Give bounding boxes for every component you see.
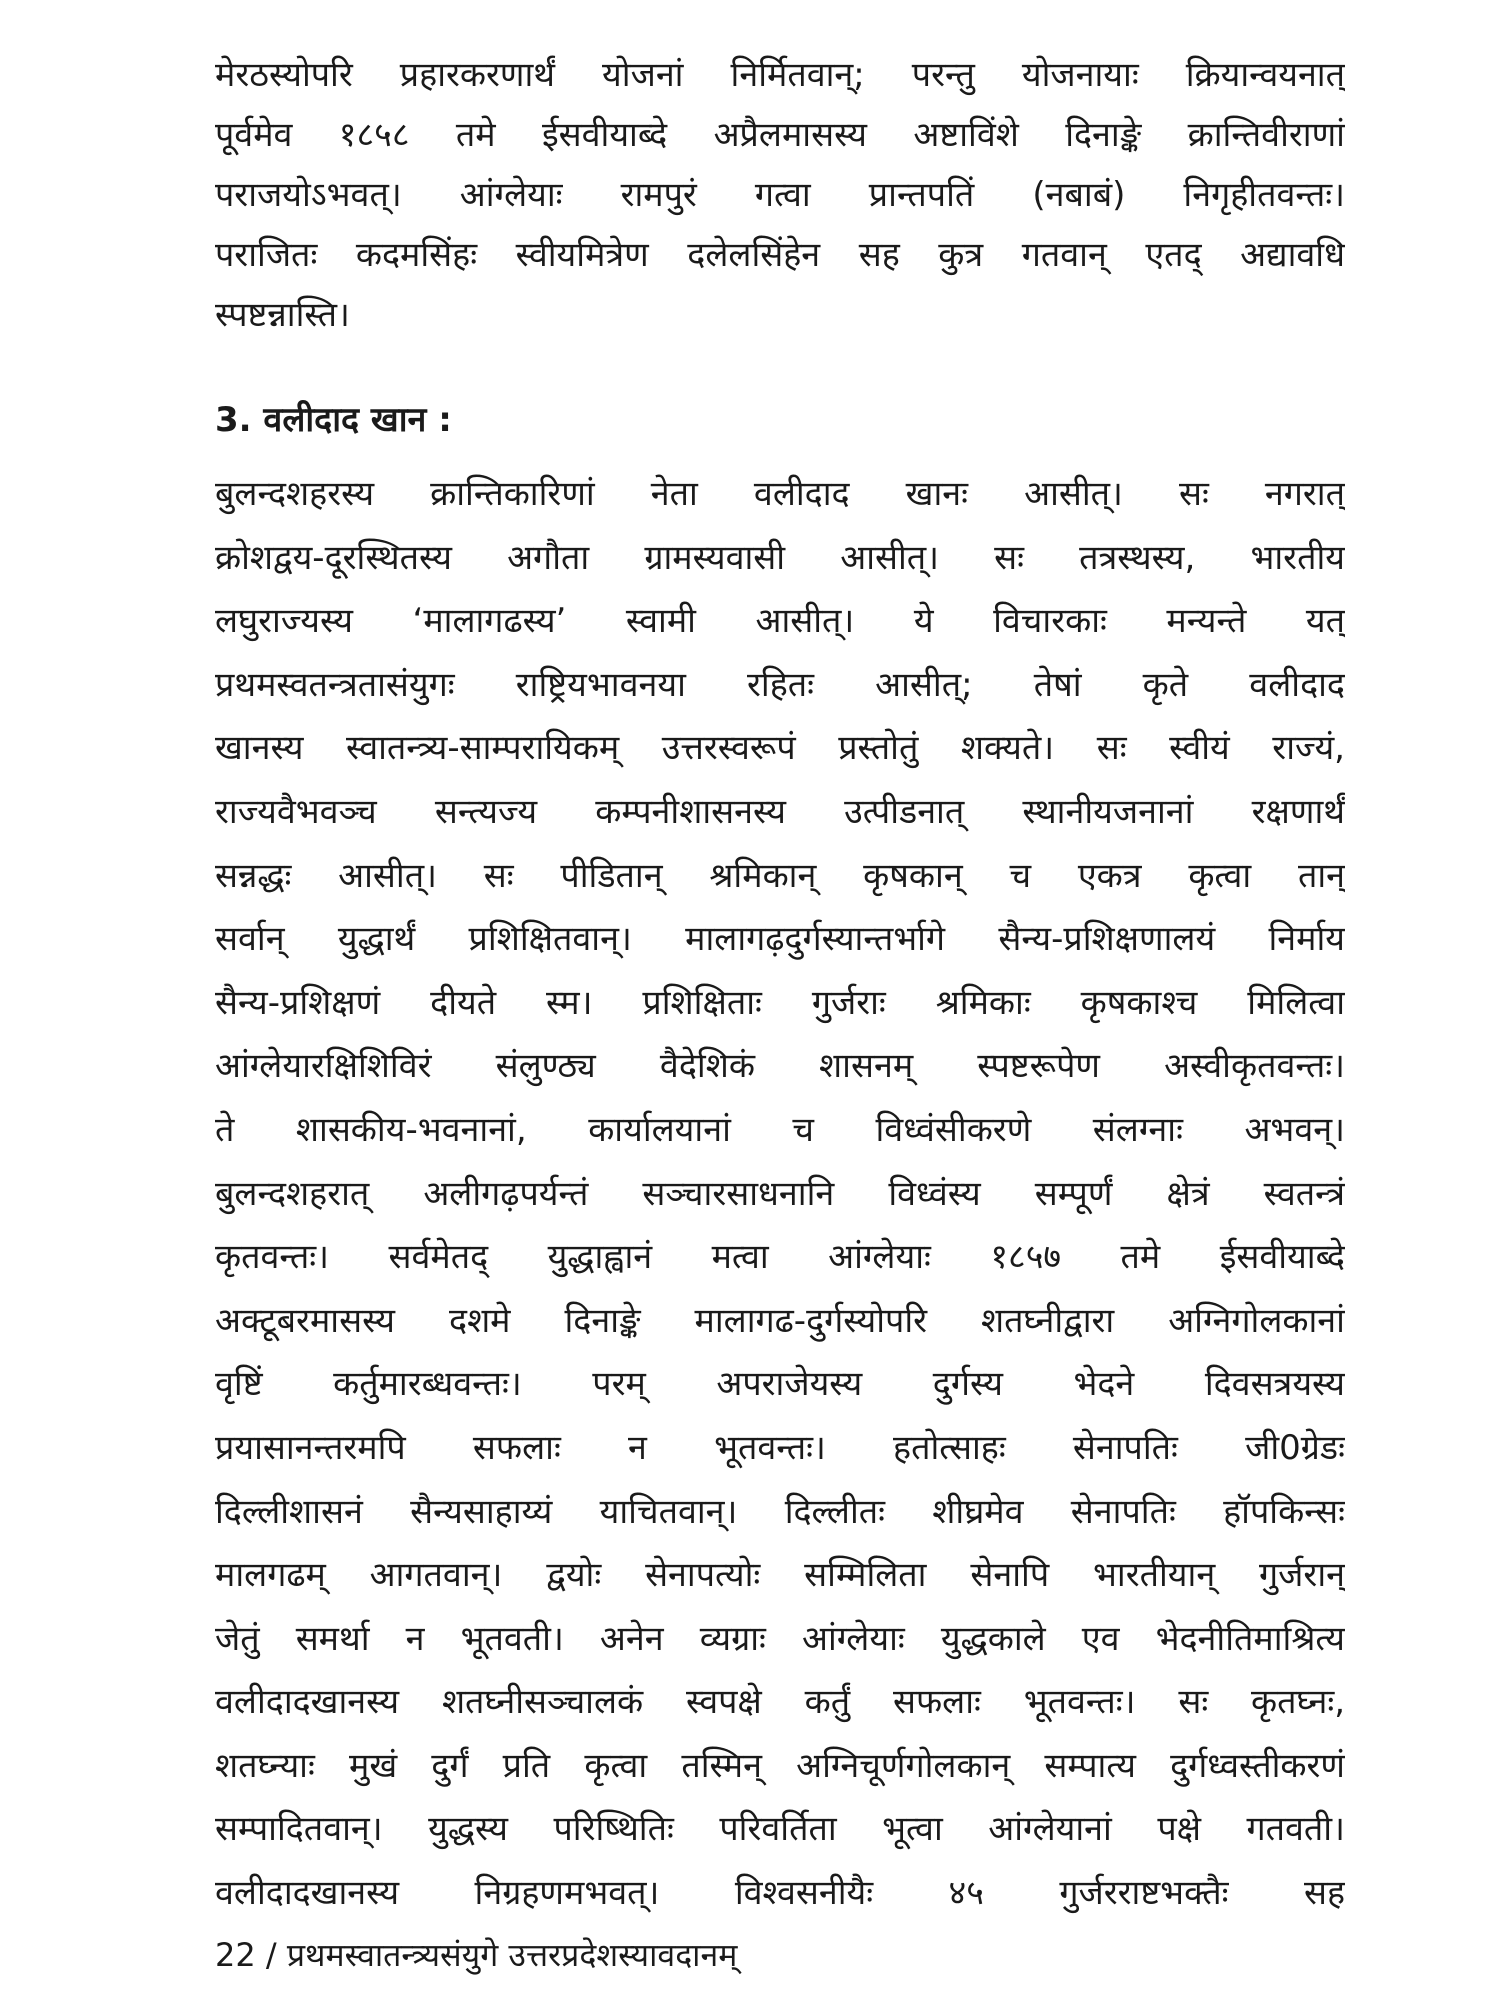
- text-line: खानस्य स्वातन्त्र्य-साम्परायिकम् उत्तरस्वरूपं प्रस्तोतुं शक्यते। सः स्वीयं राज्यं,: [215, 728, 1345, 769]
- text-line: पराजयोऽभवत्। आंग्लेयाः रामपुरं गत्वा प्रान्तपतिं (नबाबं) निगृहीतवन्तः।: [215, 175, 1345, 215]
- text-line: सन्नद्धः आसीत्। सः पीडितान् श्रमिकान् कृषकान् च एकत्र कृत्वा तान्: [215, 855, 1345, 896]
- text-line: वलीदादखानस्य निग्रहणमभवत्। विश्वसनीयैः ४५ गुर्जरराष्टभक्तैः सह: [215, 1873, 1345, 1914]
- text-line: राज्यवैभवञ्च सन्त्यज्य कम्पनीशासनस्य उत्पीडनात् स्थानीयजनानां रक्षणार्थं: [215, 791, 1345, 832]
- paragraph-walidad-khan: [215, 463, 1345, 1926]
- paragraph-continued: [215, 45, 1345, 345]
- text-line: वृष्टिं कर्तुमारब्धवन्तः। परम् अपराजेयस्य दुर्गस्य भेदने दिवसत्रयस्य: [215, 1364, 1345, 1405]
- text-line: सर्वान् युद्धार्थं प्रशिक्षितवान्। मालागढ़दुर्गस्यान्तर्भागे सैन्य-प्रशिक्षणालयं निर्माय: [215, 919, 1345, 960]
- text-line: पराजितः कदमसिंहः स्वीयमित्रेण दलेलसिंहेन सह कुत्र गतवान् एतद् अद्यावधि: [215, 235, 1345, 275]
- text-line: सैन्य-प्रशिक्षणं दीयते स्म। प्रशिक्षिताः गुर्जराः श्रमिकाः कृषकाश्च मिलित्वा: [215, 982, 1345, 1023]
- text-line: जेतुं समर्था न भूतवती। अनेन व्यग्राः आंग्लेयाः युद्धकाले एव भेदनीतिमाश्रित्य: [215, 1618, 1345, 1659]
- text-line: बुलन्दशहरस्य क्रान्तिकारिणां नेता वलीदाद खानः आसीत्। सः नगरात्: [215, 474, 1345, 514]
- text-line: अक्टूबरमासस्य दशमे दिनाङ्के मालागढ-दुर्गस्योपरि शतघ्नीद्वारा अग्निगोलकानां: [215, 1300, 1345, 1341]
- text-line: लघुराज्यस्य ‘मालागढस्य’ स्वामी आसीत्। ये विचारकाः मन्यन्ते यत्: [215, 601, 1345, 642]
- text-line: ते शासकीय-भवनानां, कार्यालयानां च विध्वंसीकरणे संलग्नाः अभवन्।: [215, 1109, 1345, 1150]
- text-line: प्रयासानन्तरमपि सफलाः न भूतवन्तः। हतोत्साहः सेनापतिः जी0ग्रेडः: [215, 1427, 1345, 1468]
- text-line: शतघ्न्याः मुखं दुर्गं प्रति कृत्वा तस्मिन् अग्निचूर्णगोलकान् सम्पात्य दुर्गध्वस्तीकरणं: [215, 1745, 1345, 1786]
- text-line: स्पष्टन्नास्ति।: [215, 295, 350, 335]
- text-line: कृतवन्तः। सर्वमेतद् युद्धाह्वानं मत्वा आंग्लेयाः १८५७ तमे ईसवीयाब्दे: [215, 1237, 1345, 1278]
- page-footer: 22 / प्रथमस्वातन्त्र्यसंयुगे उत्तरप्रदेशस्यावदानम्: [215, 1936, 738, 1974]
- text-line: आंग्लेयारक्षिशिविरं संलुण्ठ्य वैदेशिकं शासनम् स्पष्टरूपेण अस्वीकृतवन्तः।: [215, 1046, 1345, 1087]
- text-line: सम्पादितवान्। युद्धस्य परिष्थितिः परिवर्तिता भूत्वा आंग्लेयानां पक्षे गतवती।: [215, 1809, 1345, 1850]
- text-line: क्रोशद्वय-दूरस्थितस्य अगौता ग्रामस्यवासी आसीत्। सः तत्रस्थस्य, भारतीय: [215, 537, 1345, 578]
- text-line: प्रथमस्वतन्त्रतासंयुगः राष्ट्रियभावनया रहितः आसीत्; तेषां कृते वलीदाद: [215, 664, 1345, 705]
- section-heading: 3. वलीदाद खान :: [215, 400, 452, 440]
- text-line: मेरठस्योपरि प्रहारकरणार्थं योजनां निर्मितवान्; परन्तु योजनायाः क्रियान्वयनात्: [215, 55, 1345, 95]
- text-line: मालगढम् आगतवान्। द्वयोः सेनापत्योः सम्मिलिता सेनापि भारतीयान् गुर्जरान्: [215, 1555, 1345, 1596]
- text-line: वलीदादखानस्य शतघ्नीसञ्चालकं स्वपक्षे कर्तुं सफलाः भूतवन्तः। सः कृतघ्नः,: [215, 1682, 1345, 1723]
- text-line: पूर्वमेव १८५८ तमे ईसवीयाब्दे अप्रैलमासस्य अष्टाविंशे दिनाङ्के क्रान्तिवीराणां: [215, 115, 1345, 155]
- text-line: दिल्लीशासनं सैन्यसाहाय्यं याचितवान्। दिल्लीतः शीघ्रमेव सेनापतिः हॉपकिन्सः: [215, 1491, 1345, 1532]
- text-line: बुलन्दशहरात् अलीगढ़पर्यन्तं सञ्चारसाधनानि विध्वंस्य सम्पूर्णं क्षेत्रं स्वतन्त्रं: [215, 1173, 1345, 1214]
